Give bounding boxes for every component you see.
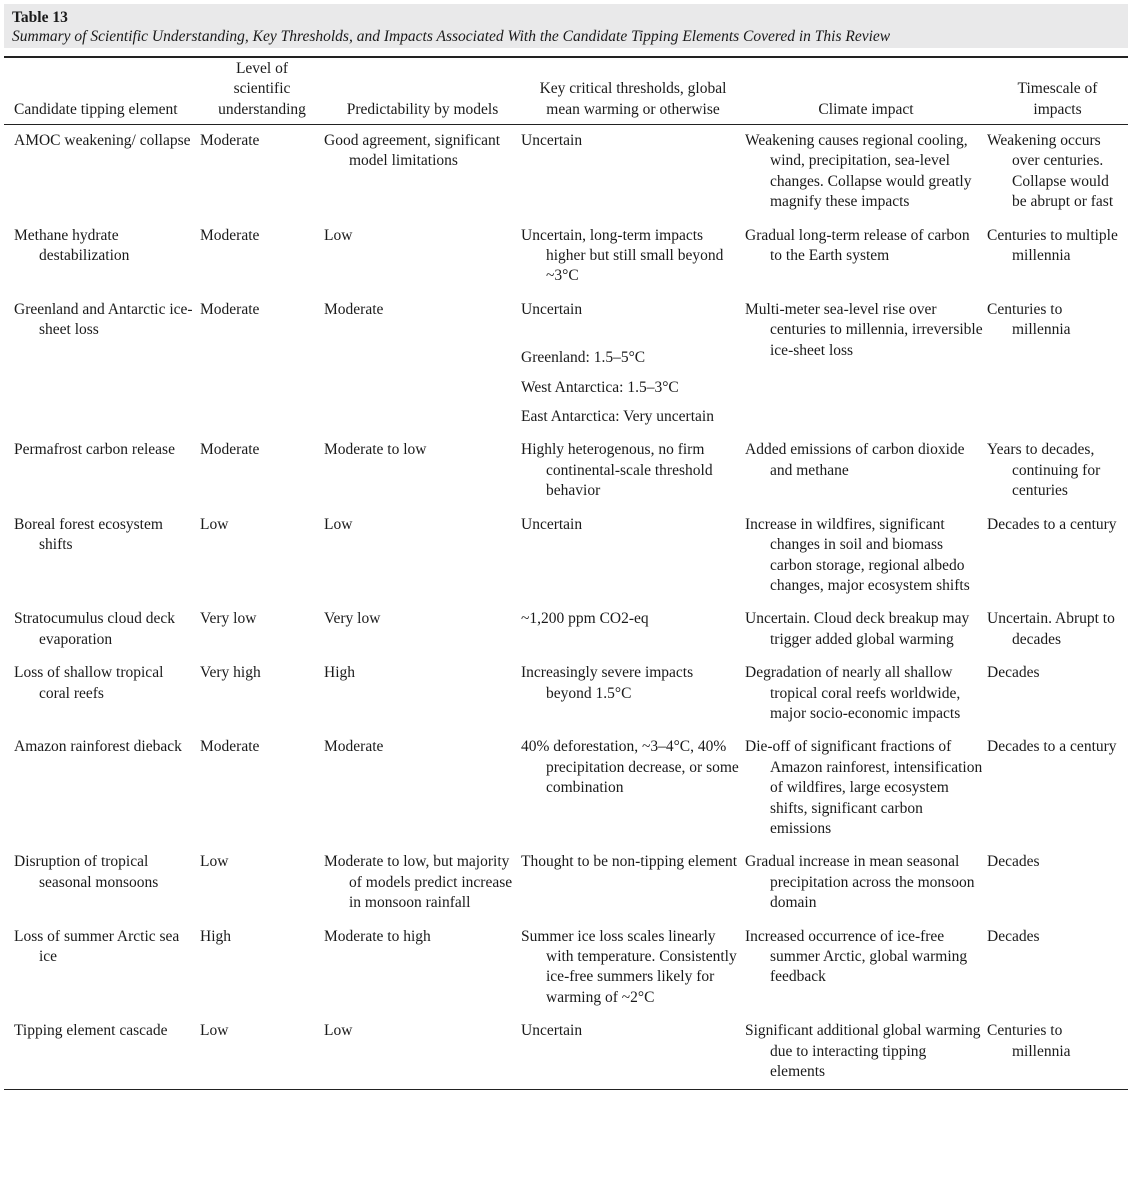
cell-threshold: Uncertain <box>521 132 583 149</box>
cell-threshold: Uncertain <box>521 515 583 533</box>
cell-impact: Die-off of significant fractions of Amazon rainforest, intensification of wildfires, large ecosystem shifts, significant carbon emissions <box>745 738 983 837</box>
cell-timescale: Decades <box>987 927 1040 945</box>
cell-timescale: Centuries to millennia <box>987 300 1071 339</box>
cell-impact: Added emissions of carbon dioxide and methane <box>745 441 965 479</box>
table-row <box>4 509 1128 604</box>
cell-threshold: Uncertain <box>521 1022 583 1040</box>
cell-understanding: Moderate <box>200 738 260 756</box>
cell-element: Stratocumulus cloud deck evaporation <box>14 610 175 648</box>
cell-timescale: Decades <box>987 853 1040 871</box>
table-row <box>4 846 1128 920</box>
cell-predictability: Moderate <box>324 738 384 756</box>
threshold-west-antarctica: West Antarctica: 1.5–3°C <box>521 378 679 396</box>
cell-predictability: Very low <box>324 610 381 628</box>
cell-element: Permafrost carbon release <box>14 441 175 459</box>
cell-element: Tipping element cascade <box>14 1022 168 1040</box>
cell-threshold: Thought to be non-tipping element <box>521 853 738 871</box>
cell-impact: Degradation of nearly all shallow tropical coral reefs worldwide, major socio-economic impacts <box>745 664 961 722</box>
cell-timescale: Decades to a century <box>987 515 1117 533</box>
cell-impact: Multi-meter sea-level rise over centuries to millennia, irreversible ice-sheet loss <box>745 300 983 359</box>
cell-impact: Weakening causes regional cooling, wind, precipitation, sea-level changes. Collapse would greatly magnify these impacts <box>745 132 972 211</box>
header-impact: Climate impact <box>745 58 987 125</box>
cell-threshold: Uncertain, long-term impacts higher but still small beyond ~3°C <box>521 226 724 285</box>
table-row <box>4 125 1128 220</box>
cell-threshold: 40% deforestation, ~3–4°C, 40% precipitation decrease, or some combination <box>521 738 739 797</box>
table-row <box>4 434 1128 508</box>
cell-predictability: Low <box>324 226 353 244</box>
bottom-rule <box>4 1089 1128 1090</box>
cell-impact: Uncertain. Cloud deck breakup may trigger added global warming <box>745 610 970 648</box>
header-element: Candidate tipping element <box>4 58 200 125</box>
cell-understanding: Low <box>200 1022 229 1040</box>
table-page <box>4 4 1128 1196</box>
cell-understanding: Moderate <box>200 132 260 149</box>
cell-threshold: Highly heterogenous, no firm continental-scale threshold behavior <box>521 441 713 500</box>
cell-predictability: Moderate to high <box>324 927 431 945</box>
cell-predictability: Moderate to low, but majority of models predict increase in monsoon rainfall <box>324 853 513 912</box>
cell-element: Methane hydrate destabilization <box>14 226 130 265</box>
cell-element: AMOC weakening/ collapse <box>14 132 191 149</box>
cell-predictability: Low <box>324 1022 353 1040</box>
table-row <box>4 657 1128 731</box>
cell-timescale: Years to decades, continuing for centuries <box>987 441 1101 500</box>
cell-element: Loss of summer Arctic sea ice <box>14 927 180 965</box>
cell-element: Loss of shallow tropical coral reefs <box>14 664 164 702</box>
cell-predictability: High <box>324 664 355 682</box>
table-row <box>4 294 1128 435</box>
threshold-east-antarctica: East Antarctica: Very uncertain <box>521 408 714 426</box>
cell-predictability: Good agreement, significant model limitations <box>324 132 501 170</box>
cell-understanding: Moderate <box>200 441 260 459</box>
cell-predictability: Moderate to low <box>324 441 427 459</box>
cell-timescale: Decades to a century <box>987 738 1117 756</box>
cell-element: Greenland and Antarctic ice-sheet loss <box>14 300 193 339</box>
table-label: Table 13 <box>12 9 68 26</box>
table-caption <box>4 4 1128 48</box>
header-predictability: Predictability by models <box>324 58 521 125</box>
header-row <box>4 58 1128 125</box>
cell-timescale: Centuries to millennia <box>987 1022 1071 1060</box>
cell-timescale: Decades <box>987 664 1040 682</box>
cell-predictability: Low <box>324 515 353 533</box>
cell-timescale: Uncertain. Abrupt to decades <box>987 610 1115 648</box>
cell-impact: Increased occurrence of ice-free summer Arctic, global warming feedback <box>745 927 968 986</box>
table-row <box>4 1015 1128 1089</box>
cell-element: Amazon rainforest dieback <box>14 738 182 756</box>
table-row <box>4 603 1128 657</box>
cell-understanding: Low <box>200 853 229 871</box>
cell-threshold: Uncertain Greenland: 1.5–5°C West Antarctica: 1.5–3°C East Antarctica: Very uncertain <box>521 294 745 435</box>
cell-threshold: ~1,200 ppm CO2-eq <box>521 610 649 628</box>
cell-understanding: Very low <box>200 610 257 628</box>
cell-timescale: Weakening occurs over centuries. Collapse would be abrupt or fast <box>987 132 1114 211</box>
cell-understanding: Moderate <box>200 300 260 318</box>
header-thresholds: Key critical thresholds, global mean warming or otherwise <box>521 58 745 125</box>
tipping-elements-table <box>4 58 1128 1089</box>
cell-understanding: Low <box>200 515 229 533</box>
table-row <box>4 731 1128 846</box>
cell-impact: Gradual increase in mean seasonal precipitation across the monsoon domain <box>745 853 975 912</box>
cell-impact: Significant additional global warming due to interacting tipping elements <box>745 1022 981 1081</box>
header-understanding: Level of scientific understanding <box>200 58 324 125</box>
cell-predictability: Moderate <box>324 300 384 318</box>
header-timescale: Timescale of impacts <box>987 58 1128 125</box>
cell-understanding: Very high <box>200 664 261 682</box>
table-title: Summary of Scientific Understanding, Key Thresholds, and Impacts Associated With the Candidate Tipping Elements Covered in This Review <box>12 28 891 45</box>
cell-timescale: Centuries to multiple millennia <box>987 226 1118 265</box>
cell-element: Boreal forest ecosystem shifts <box>14 515 163 554</box>
cell-understanding: High <box>200 927 231 945</box>
cell-understanding: Moderate <box>200 226 260 244</box>
cell-threshold: Summer ice loss scales linearly with temperature. Consistently ice-free summers likely for warming of ~2°C <box>521 927 737 1006</box>
cell-threshold: Increasingly severe impacts beyond 1.5°C <box>521 664 694 702</box>
cell-element: Disruption of tropical seasonal monsoons <box>14 853 159 891</box>
table-row <box>4 921 1128 1016</box>
threshold-greenland: Greenland: 1.5–5°C <box>521 349 646 367</box>
table-row <box>4 220 1128 294</box>
cell-impact: Gradual long-term release of carbon to the Earth system <box>745 226 970 265</box>
cell-impact: Increase in wildfires, significant changes in soil and biomass carbon storage, regional albedo changes, major ecosystem shifts <box>745 515 970 594</box>
